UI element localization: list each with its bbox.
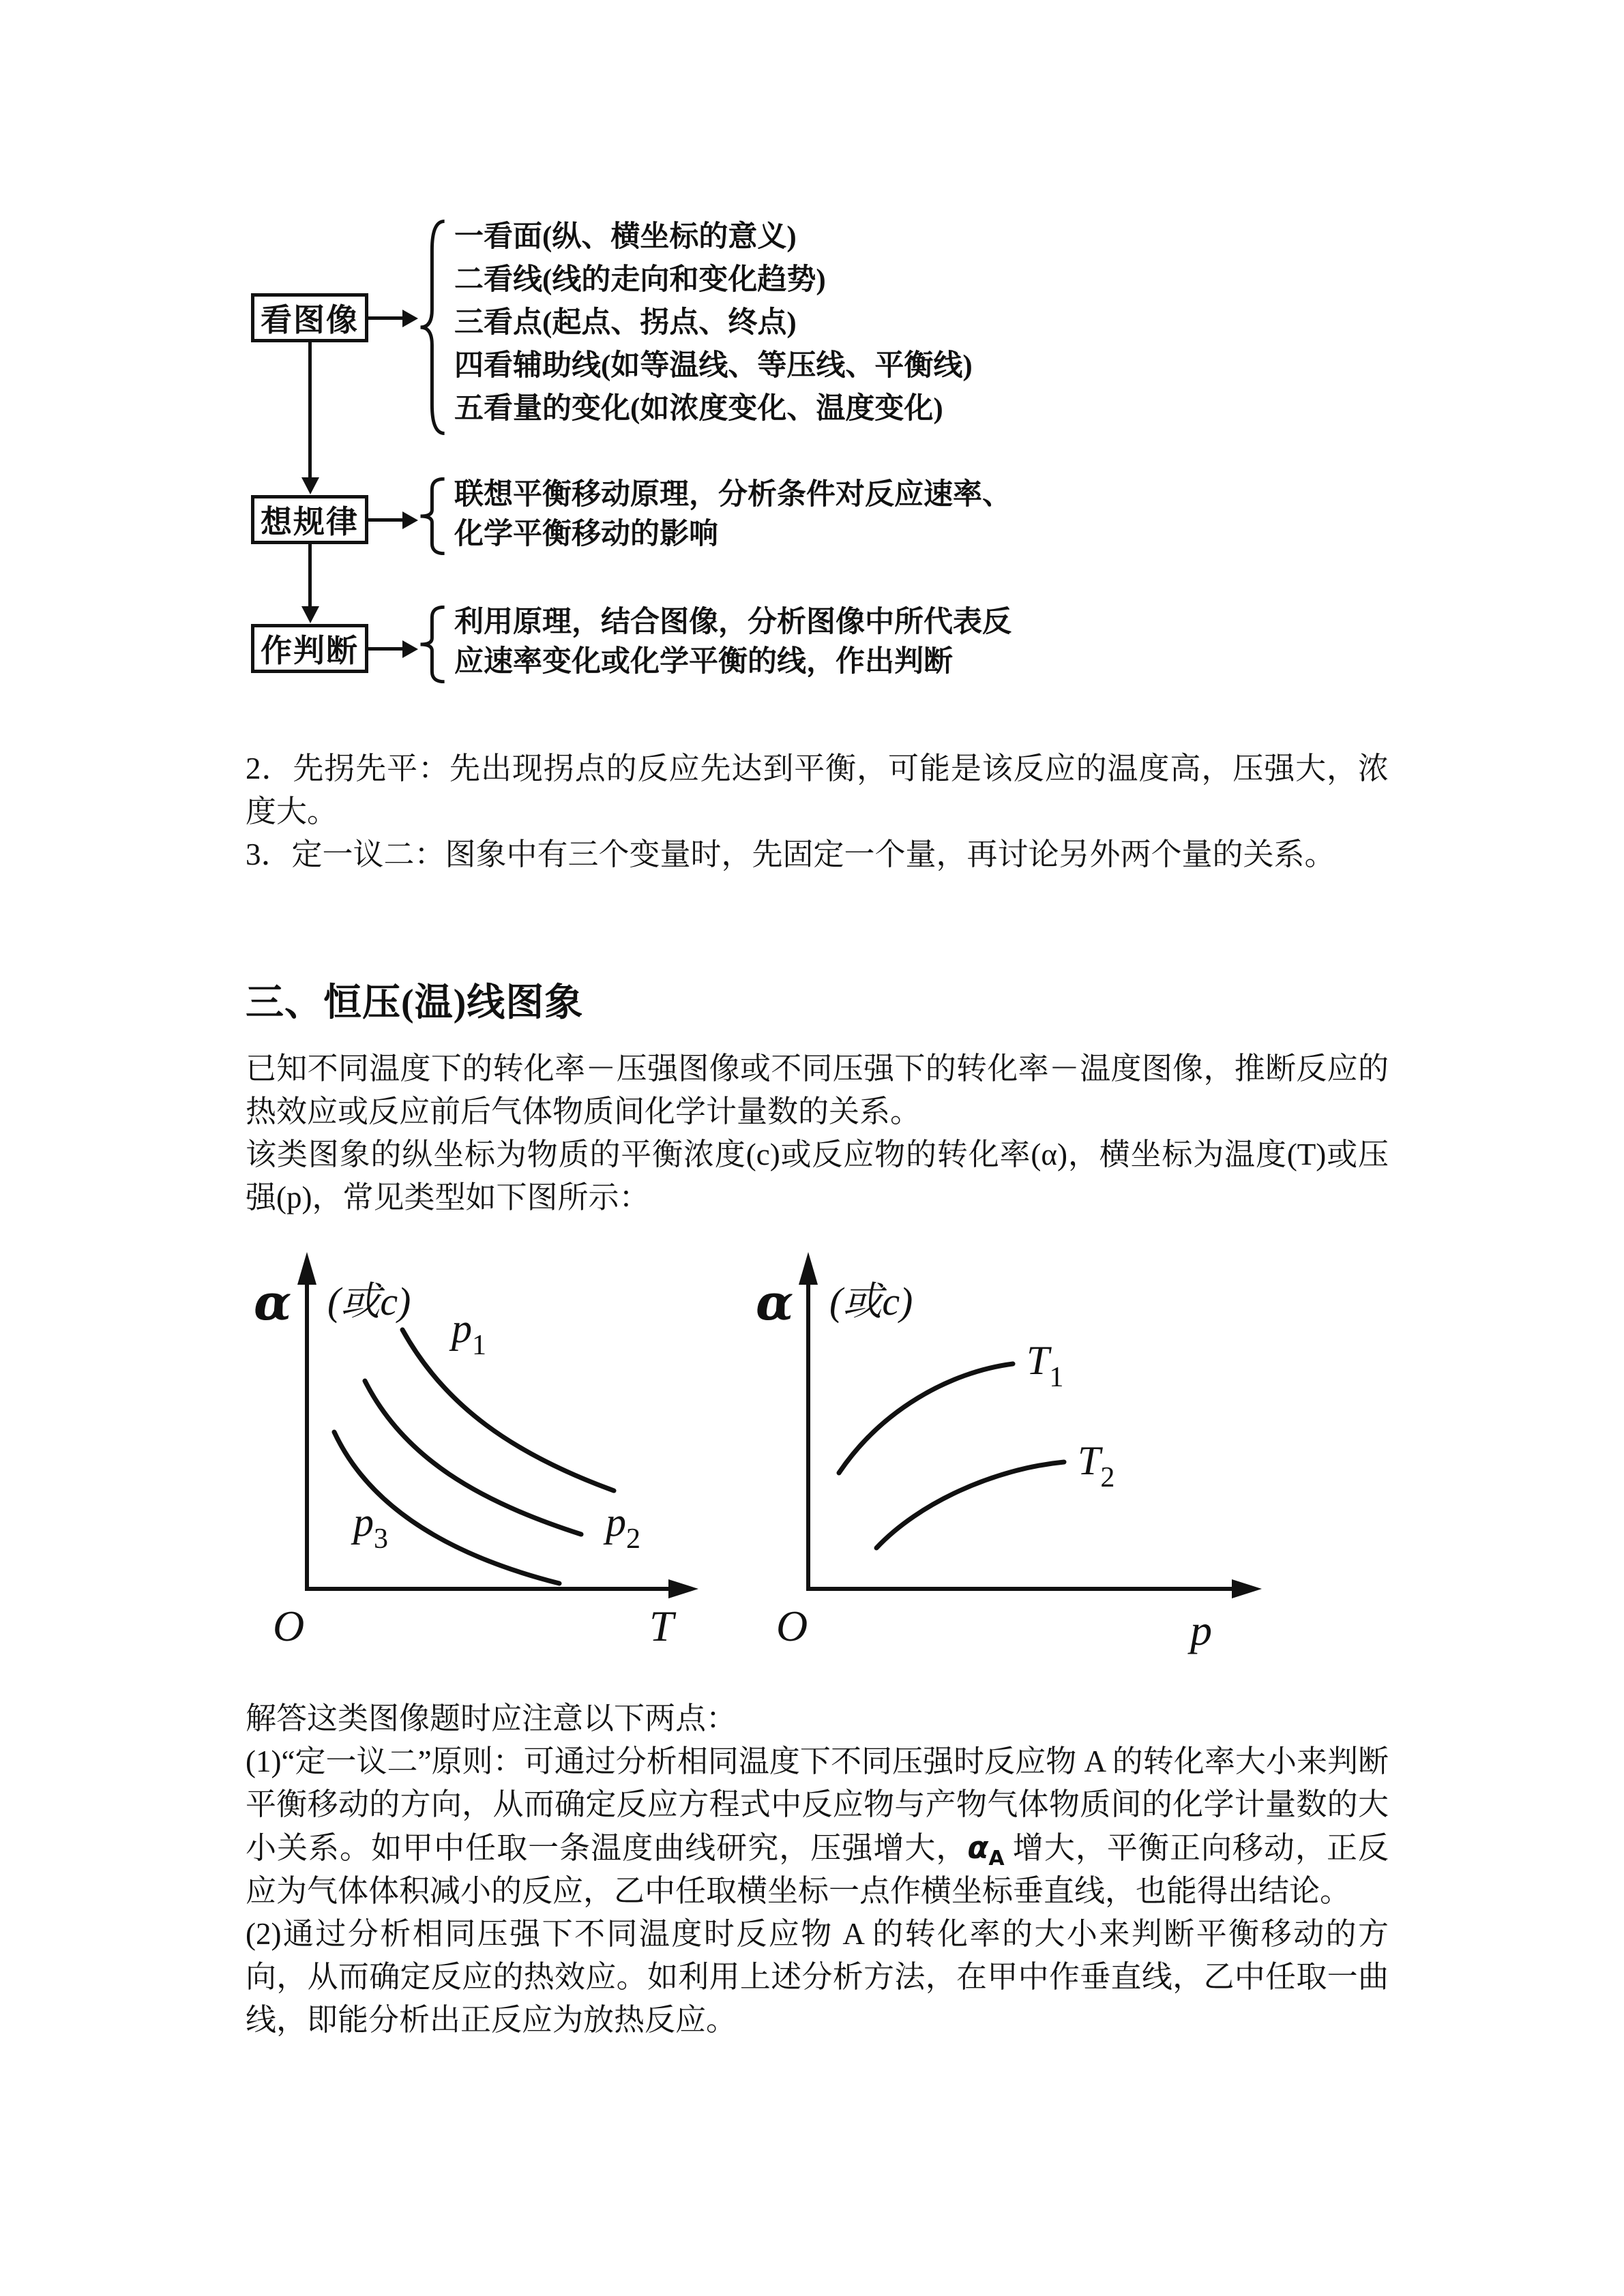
curve-label-p1: $p_1$ bbox=[452, 1306, 486, 1361]
figure-alpha-vs-T bbox=[191, 1227, 723, 1678]
alpha-A-symbol: $\alpha_A$ bbox=[967, 1830, 1005, 1870]
analysis-intro: 解答这类图像题时应注意以下两点： bbox=[246, 1701, 737, 1735]
flowchart-items-look bbox=[454, 215, 973, 430]
flowchart-box-look-at-graph: 看图像 bbox=[251, 293, 368, 342]
x-axis-label: T bbox=[649, 1602, 674, 1650]
flowchart-item: 利用原理，结合图像，分析图像中所代表反 bbox=[454, 606, 1012, 638]
flowchart-item: 联想平衡移动原理，分析条件对反应速率、 bbox=[454, 479, 1012, 511]
flowchart-item: 四看辅助线(如等温线、等压线、平衡线) bbox=[454, 350, 973, 382]
flowchart-items-judgement bbox=[454, 603, 1012, 682]
y-axis-label-or-c: (或c) bbox=[829, 1279, 913, 1324]
curly-brace-icon bbox=[416, 477, 452, 555]
arrow-down-icon bbox=[308, 544, 312, 606]
curve-label-p3: $p_3$ bbox=[353, 1500, 388, 1555]
curve-label-T1: $T_1$ bbox=[1027, 1338, 1064, 1393]
analysis-point-1-text-cont: 增大，平衡正向移动，正反应为气体体积减小的反应，乙中任取横坐标一点作横坐标垂直线，也能得出结论。 bbox=[246, 1831, 1389, 1908]
curve-T2 bbox=[876, 1462, 1064, 1548]
origin-label: O bbox=[273, 1602, 305, 1650]
y-axis-label-alpha: α bbox=[254, 1273, 292, 1331]
x-axis-label: p bbox=[1190, 1606, 1212, 1654]
flowchart-box-think-rules: 想规律 bbox=[251, 495, 368, 544]
analysis-point-1-text: (1)“定一议二”原则：可通过分析相同温度下不同压强时反应物 A 的转化率大小来判断平衡移动的方向，从而确定反应方程式中反应物与产物气体物质间的化学计量数的大小关系。如甲中任取一条温度曲线研究，压强增大， bbox=[246, 1744, 1389, 1865]
note-xian-guai-xian-ping: 2．先拐先平：先出现拐点的反应先达到平衡，可能是该反应的温度高，压强大，浓度大。 bbox=[246, 751, 1389, 829]
y-axis-label-or-c: (或c) bbox=[327, 1279, 411, 1324]
arrow-right-icon bbox=[368, 647, 402, 651]
section-heading: 三、恒压(温)线图象 bbox=[246, 982, 584, 1024]
figure-alpha-vs-p bbox=[750, 1227, 1282, 1678]
arrow-right-icon bbox=[368, 316, 402, 320]
flowchart-item: 应速率变化或化学平衡的线，作出判断 bbox=[454, 646, 953, 678]
origin-label: O bbox=[776, 1602, 808, 1650]
flowchart-item: 一看面(纵、横坐标的意义) bbox=[454, 221, 797, 253]
curve-p1 bbox=[402, 1330, 614, 1491]
intro-paragraph-1: 已知不同温度下的转化率－压强图像或不同压强下的转化率－温度图像，推断反应的热效应或反应前后气体物质间化学计量数的关系。 bbox=[246, 1052, 1389, 1129]
curly-brace-icon bbox=[416, 217, 452, 438]
y-axis-arrow-icon bbox=[799, 1252, 818, 1285]
flowchart-item: 化学平衡移动的影响 bbox=[454, 518, 718, 550]
y-axis-arrow-icon bbox=[297, 1252, 316, 1285]
notes-block bbox=[246, 747, 1389, 876]
intro-paragraph-2: 该类图象的纵坐标为物质的平衡浓度(c)或反应物的转化率(α)，横坐标为温度(T)或压强(p)，常见类型如下图所示： bbox=[246, 1137, 1389, 1214]
flowchart-item: 三看点(起点、拐点、终点) bbox=[454, 307, 797, 339]
flowchart-item: 五看量的变化(如浓度变化、温度变化) bbox=[454, 393, 943, 425]
flowchart-item: 二看线(线的走向和变化趋势) bbox=[454, 264, 826, 296]
section-intro bbox=[246, 1047, 1389, 1219]
flowchart-items-rules bbox=[454, 475, 1012, 554]
curve-T1 bbox=[839, 1364, 1013, 1473]
analysis-block bbox=[246, 1697, 1389, 2042]
y-axis-label-alpha: α bbox=[756, 1273, 794, 1331]
x-axis-arrow-icon bbox=[668, 1579, 698, 1598]
curve-label-p2: $p_2$ bbox=[606, 1500, 640, 1555]
arrow-right-icon bbox=[368, 518, 402, 522]
note-ding-yi-yi-er: 3．定一议二：图象中有三个变量时，先固定一个量，再讨论另外两个量的关系。 bbox=[246, 837, 1335, 871]
flowchart-box-make-judgement: 作判断 bbox=[251, 624, 368, 673]
x-axis-arrow-icon bbox=[1232, 1579, 1262, 1598]
arrow-down-icon bbox=[308, 342, 312, 477]
curve-label-T2: $T_2$ bbox=[1078, 1438, 1115, 1493]
analysis-point-2: (2)通过分析相同压强下不同温度时反应物 A 的转化率的大小来判断平衡移动的方向，从而确定反应的热效应。如利用上述分析方法，在甲中作垂直线，乙中任取一曲线，即能分析出正反应为放热反应。 bbox=[246, 1917, 1389, 2037]
curly-brace-icon bbox=[416, 606, 452, 683]
analysis-point-1 bbox=[246, 1740, 1389, 1913]
